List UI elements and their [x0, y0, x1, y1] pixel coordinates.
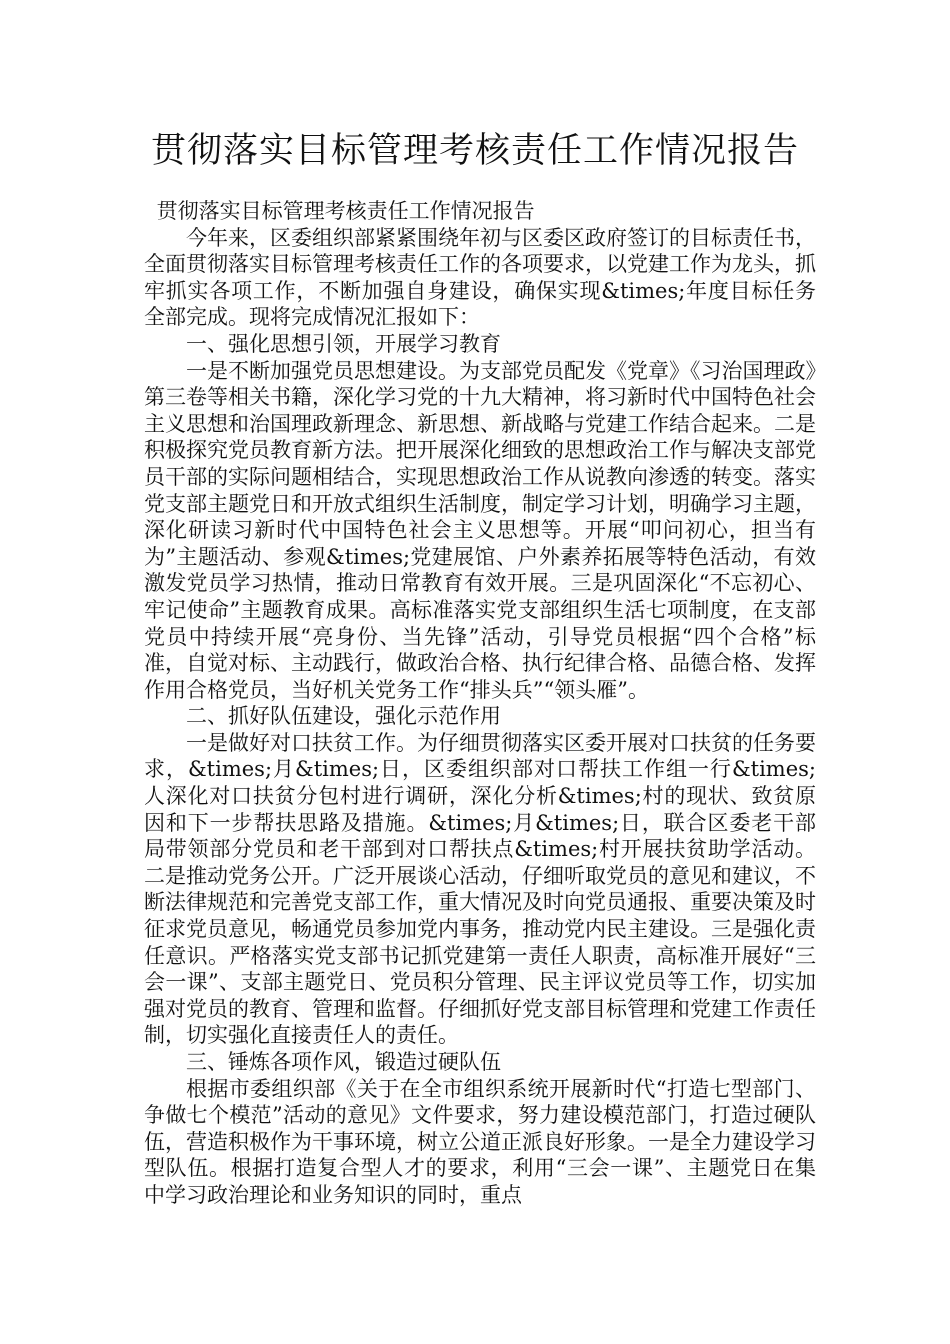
- section-heading-2: 二、抓好队伍建设，强化示范作用: [186, 704, 501, 729]
- paragraph-section-3: 根据市委组织部《关于在全市组织系统开展新时代“打造七型部门、争做七个模范”活动的意见》文件要求，努力建设模范部门，打造过硬队伍，营造积极作为干事环境，树立公道正派良好形象。一是全力建设学习型队伍。根据打造复合型人才的要求，利用“三会一课”、主题党日在集中学习政治理论和业务知识的同时，重点: [144, 1076, 816, 1207]
- document-subtitle: 贯彻落实目标管理考核责任工作情况报告: [156, 199, 535, 223]
- document-body: [144, 198, 816, 1209]
- section-heading-1: 一、强化思想引领，开展学习教育: [186, 331, 501, 356]
- paragraph-intro: 今年来，区委组织部紧紧围绕年初与区委区政府签订的目标责任书，全面贯彻落实目标管理考核责任工作的各项要求，以党建工作为龙头，抓牢抓实各项工作，不断加强自身建设，确保实现&times;年度目标任务全部完成。现将完成情况汇报如下：: [144, 225, 816, 330]
- document-title: 贯彻落实目标管理考核责任工作情况报告: [150, 131, 799, 171]
- paragraph-section-1: 一是不断加强党员思想建设。为支部党员配发《党章》《习治国理政》第三卷等相关书籍，深化学习党的十九大精神，将习新时代中国特色社会主义思想和治国理政新理念、新思想、新战略与党建工作结合起来。二是积极探究党员教育新方法。把开展深化细致的思想政治工作与解决支部党员干部的实际问题相结合，实现思想政治工作从说教向渗透的转变。落实党支部主题党日和开放式组织生活制度，制定学习计划，明确学习主题，深化研读习新时代中国特色社会主义思想等。开展“叩问初心，担当有为”主题活动、参观&times;党建展馆、户外素养拓展等特色活动，有效激发党员学习热情，推动日常教育有效开展。三是巩固深化“不忘初心、牢记使命”主题教育成果。高标准落实党支部组织生活七项制度，在支部党员中持续开展“亮身份、当先锋”活动，引导党员根据“四个合格”标准，自觉对标、主动践行，做政治合格、执行纪律合格、品德合格、发挥作用合格党员，当好机关党务工作“排头兵”“领头雁”。: [144, 358, 816, 702]
- paragraph-section-2: 一是做好对口扶贫工作。为仔细贯彻落实区委开展对口扶贫的任务要求，&times;月&times;日，区委组织部对口帮扶工作组一行&times;人深化对口扶贫分包村进行调研，深化分析&times;村的现状、致贫原因和下一步帮扶思路及措施。&times;月&times;日，联合区委老干部局带领部分党员和老干部到对口帮扶点&times;村开展扶贫助学活动。二是推动党务公开。广泛开展谈心活动，仔细听取党员的意见和建议，不断法律规范和完善党支部工作，重大情况及时向党员通报、重要决策及时征求党员意见，畅通党员参加党内事务，推动党内民主建设。三是强化责任意识。严格落实党支部书记抓党建第一责任人职责，高标准开展好“三会一课”、支部主题党日、党员积分管理、民主评议党员等工作，切实加强对党员的教育、管理和监督。仔细抓好党支部目标管理和党建工作责任制，切实强化直接责任人的责任。: [144, 730, 816, 1048]
- section-heading-3: 三、锤炼各项作风，锻造过硬队伍: [186, 1050, 501, 1074]
